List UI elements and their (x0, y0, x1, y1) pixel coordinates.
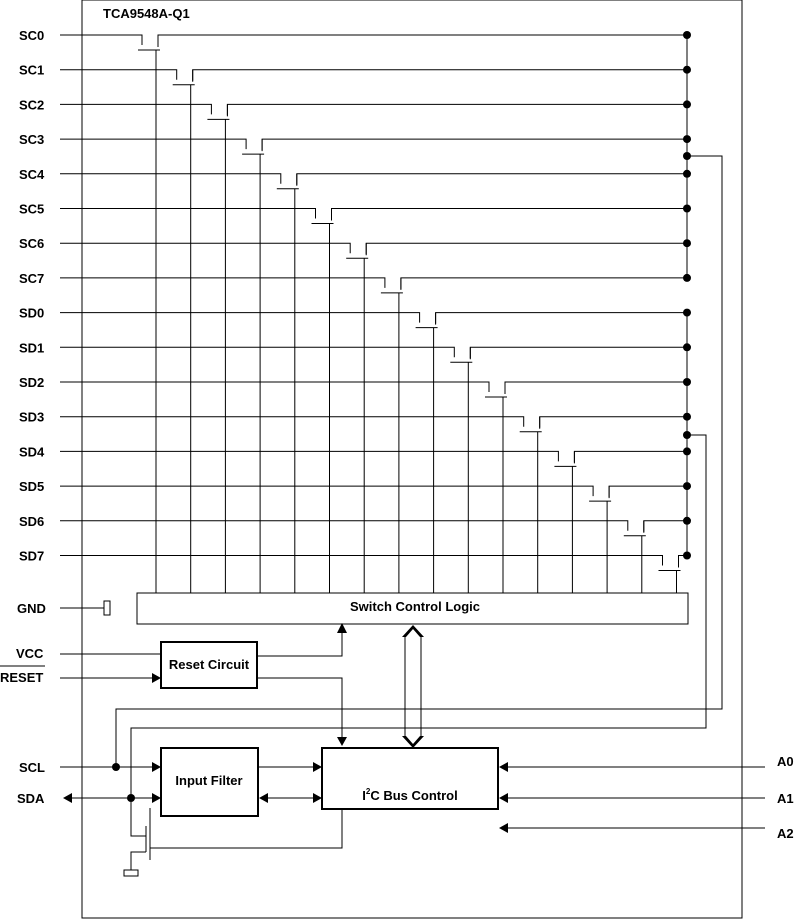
a2-pin-label: A2 (777, 826, 794, 841)
filter-sda-left-arrow (259, 793, 268, 803)
channel-pin-label: SD3 (19, 409, 45, 425)
channel-rail-junction-dot (683, 413, 691, 421)
sda-junction-dot (127, 794, 135, 802)
channel-output-wire (297, 174, 687, 186)
channel-pin-label: SC3 (19, 132, 45, 148)
gnd-pin-label: GND (17, 601, 46, 616)
reset-pin-arrow (152, 673, 161, 683)
channel-output-wire (609, 486, 687, 498)
channel-input-wire (60, 70, 177, 80)
channel-output-wire (540, 417, 687, 429)
channel-rail-junction-dot (683, 170, 691, 178)
gnd-terminal (104, 601, 110, 615)
channel-pin-label: SC4 (19, 166, 45, 182)
channel-output-wire (505, 382, 687, 394)
sda-pin-label: SDA (17, 791, 45, 806)
channel-output-wire (193, 70, 687, 82)
channel-output-wire (158, 35, 687, 47)
sda-out-arrow (63, 793, 72, 803)
channel-output-wire (436, 313, 687, 325)
channel-rail-junction-dot (683, 100, 691, 108)
a0-pin-label: A0 (777, 754, 794, 769)
channel-rail-junction-dot (683, 447, 691, 455)
reset-to-switch-wire (257, 631, 342, 656)
channel-rail-junction-dot (683, 135, 691, 143)
channel-rail-junction-dot (683, 239, 691, 247)
channel-pin-label: SD0 (19, 305, 45, 321)
channel-pin-label: SC0 (19, 28, 45, 43)
reset-pin-label: RESET (0, 670, 44, 685)
channel-input-wire (60, 104, 211, 114)
channel-input-wire (60, 174, 281, 184)
channel-rail-junction-dot (683, 482, 691, 490)
channel-output-wire (227, 104, 687, 116)
a1-pin-label: A1 (777, 791, 794, 806)
channel-output-wire (574, 451, 687, 463)
scl-junction-dot (112, 763, 120, 771)
channel-rail-junction-dot (683, 343, 691, 351)
channel-pin-label: SD5 (19, 479, 45, 495)
channel-pin-label: SC2 (19, 97, 45, 113)
reset-to-i2c-arrow (337, 737, 347, 746)
channel-input-wire (60, 139, 246, 149)
channel-rail-junction-dot (683, 205, 691, 213)
input-filter-label: Input Filter (175, 773, 243, 788)
channel-pin-label: SD4 (19, 444, 45, 460)
channel-rail-junction-dot (683, 274, 691, 282)
channel-output-wire (470, 347, 687, 359)
i2c-bus-control-label: $I^2C$ Bus Control (362, 787, 458, 803)
channel-pin-label: SD2 (19, 375, 45, 390)
channel-pin-label: SD7 (19, 548, 45, 564)
a1-arrow (499, 793, 508, 803)
filter-sda-right-arrow (313, 793, 322, 803)
channel-input-wire (60, 278, 385, 288)
channel-pin-labels (19, 28, 45, 564)
channel-input-wire (60, 347, 454, 357)
chip-title: TCA9548A-Q1 (103, 6, 190, 21)
vcc-pin-label: VCC (16, 646, 44, 661)
channel-input-wire (60, 486, 593, 496)
channel-rail-junction-dot (683, 378, 691, 386)
reset-circuit-label: Reset Circuit (168, 657, 250, 672)
a2-arrow (499, 823, 508, 833)
channel-rail-junction-dot (683, 309, 691, 317)
channel-pin-label: SD1 (19, 340, 45, 356)
channel-input-wire (60, 451, 558, 461)
channel-pin-label: SC7 (19, 270, 45, 286)
scl-arrow (152, 762, 161, 772)
channel-output-wire (262, 139, 687, 151)
channel-output-wire (401, 278, 687, 290)
a0-arrow (499, 762, 508, 772)
channel-rail-junction-dot (683, 517, 691, 525)
channel-pin-label: SC1 (19, 62, 45, 78)
bus-up-arrow (402, 625, 424, 637)
channel-input-wire (60, 313, 420, 323)
channel-input-wire (60, 382, 489, 392)
channel-pin-label: SC6 (19, 236, 45, 252)
channel-switch-matrix (60, 31, 691, 593)
channel-input-wire (60, 35, 142, 45)
channel-rail-junction-dot (683, 552, 691, 560)
filter-scl-arrow (313, 762, 322, 772)
channel-output-wire (366, 243, 687, 255)
channel-output-wire (644, 521, 687, 533)
channel-input-wire (60, 521, 628, 531)
channel-output-wire (332, 209, 688, 221)
channel-input-wire (60, 209, 316, 219)
channel-pin-label: SC5 (19, 201, 45, 217)
channel-input-wire (60, 243, 350, 253)
sda-in-arrow (152, 793, 161, 803)
switch-control-logic-label: Switch Control Logic (350, 599, 480, 614)
channel-rail-junction-dot (683, 31, 691, 39)
channel-rail-junction-dot (683, 66, 691, 74)
channel-input-wire (60, 417, 524, 427)
scl-pin-label: SCL (19, 760, 45, 775)
bus-down-arrow (402, 736, 424, 748)
channel-pin-label: SD6 (19, 513, 45, 529)
